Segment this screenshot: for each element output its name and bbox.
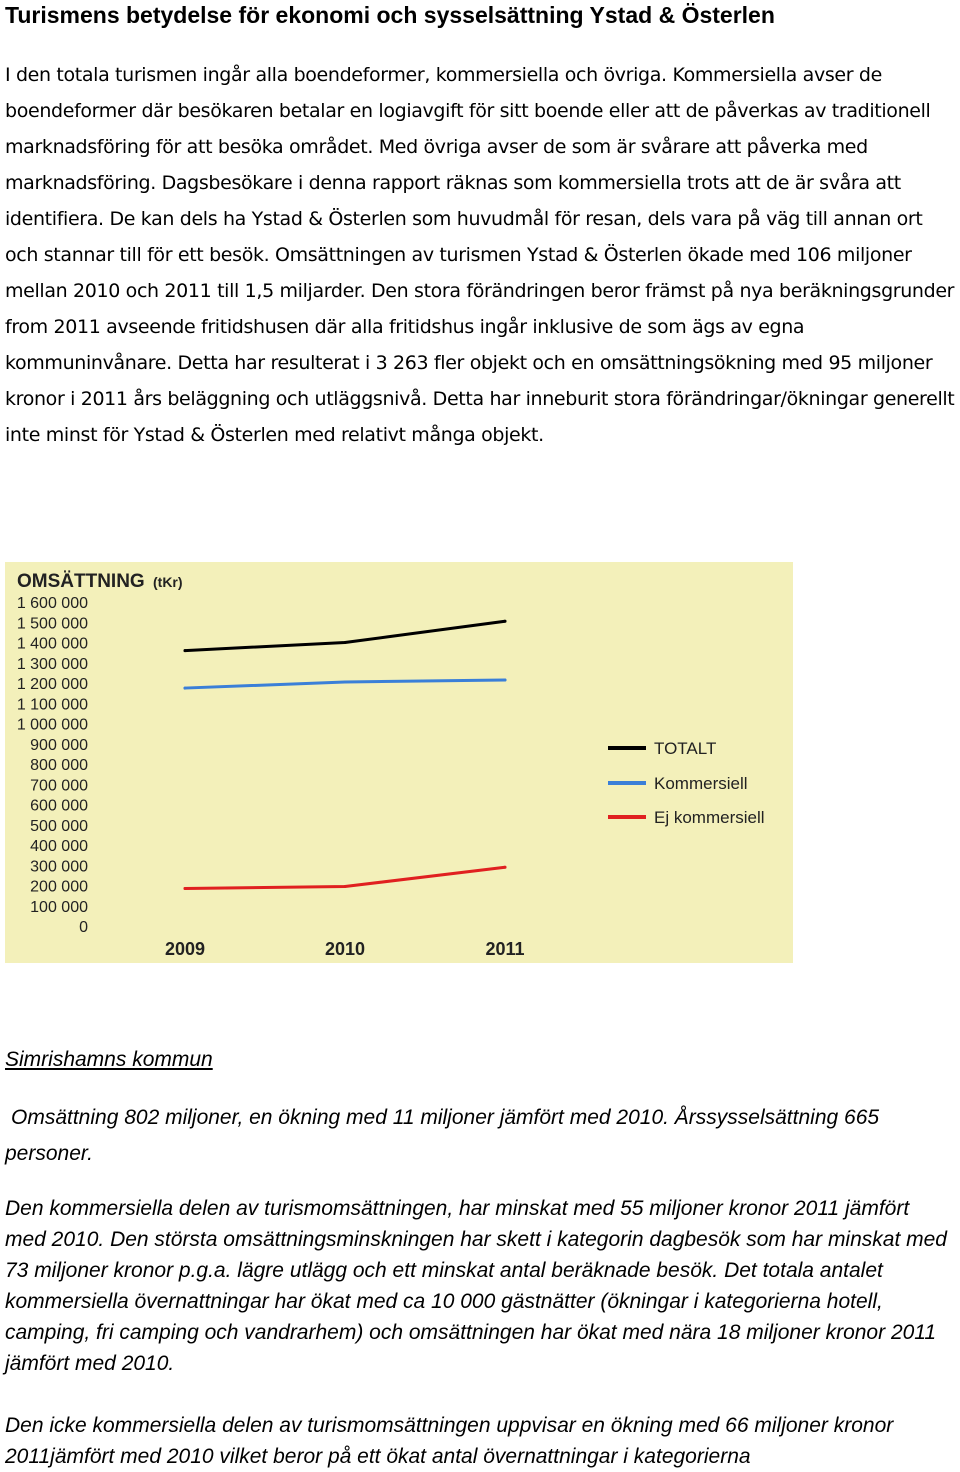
y-tick-label: 900 000 xyxy=(30,736,88,754)
commercial-paragraph: Den kommersiella delen av turismomsättningen, har minskat med 55 miljoner kronor 2011 jämfört med 2010. Den största omsättningsminskningen har skett i kategorin dagbesök som har minskat med 73 miljoner kronor p.g.a. lägre utlägg och ett minskat antal beräknade besök. Det totala antalet kommersiella övernattningar har ökat med ca 10 000 gästnätter (ökningar i kategorierna hotell, camping, fri camping och vandrarhem) och omsättningen har ökat med nära 18 miljoner kronor 2011 jämfört med 2010. xyxy=(5,1197,947,1375)
y-tick-label: 100 000 xyxy=(30,898,88,916)
y-tick-label: 0 xyxy=(79,919,88,936)
data-point xyxy=(184,687,187,690)
y-tick-label: 200 000 xyxy=(30,878,88,896)
y-tick-label: 500 000 xyxy=(30,817,88,835)
x-tick-label: 2011 xyxy=(485,939,525,959)
y-tick-label: 300 000 xyxy=(30,858,88,876)
y-tick-label: 800 000 xyxy=(30,757,88,774)
intro-paragraph: I den totala turismen ingår alla boendeformer, kommersiella och övriga. Kommersiella avser de boendeformer där besökaren betalar en logiavgift för sitt boende eller att de påverkas av traditionell marknadsföring för att besöka området. Med övriga avser de som är svårare att påverka med marknadsföring. Dagsbesökare i denna rapport räknas som kommersiella trots att de är svåra att identifiera. De kan dels ha Ystad & Österlen som huvudmål för resan, dels vara på väg till annan ort och stannar till för ett besök. Omsättningen av turismen Ystad & Österlen ökade med 106 miljoner mellan 2010 och 2011 till 1,5 miljarder. Den stora förändringen beror främst på nya beräkningsgrunder from 2011 avseende fritidshusen där alla fritidshus ingår inklusive de som ägs av egna kommuninvånare. Detta har resulterat i 3 263 fler objekt och en omsättningsökning med 95 miljoner kronor i 2011 års beläggning och utläggsnivå. Detta har inneburit stora förändringar/ökningar generellt inte minst för Ystad & Österlen med relativt många objekt. xyxy=(5,64,955,446)
section-heading-simrishamn: Simrishamns kommun xyxy=(5,1048,213,1071)
chart-title xyxy=(17,571,183,592)
y-tick-label: 1 100 000 xyxy=(16,696,88,714)
data-point xyxy=(344,885,347,888)
data-point xyxy=(344,641,347,644)
legend-label: Kommersiell xyxy=(654,774,748,793)
y-tick-label: 1 200 000 xyxy=(16,676,88,693)
y-tick-label: 1 400 000 xyxy=(16,635,88,653)
legend-label: Ej kommersiell xyxy=(654,808,765,827)
data-point xyxy=(504,678,507,681)
chart-title-unit: (tKr) xyxy=(153,574,183,590)
data-point xyxy=(344,680,347,683)
legend-label: TOTALT xyxy=(654,739,717,758)
y-tick-label: 1 600 000 xyxy=(16,595,88,612)
non-commercial-paragraph: Den icke kommersiella delen av turismomsättningen uppvisar en ökning med 66 miljoner kronor 2011jämfört med 2010 vilket beror på ett ökat antal övernattningar i kategorierna xyxy=(5,1414,894,1468)
summary-paragraph: Omsättning 802 miljoner, en ökning med 11 miljoner jämfört med 2010. Årssysselsättning 665 personer. xyxy=(5,1106,880,1165)
data-point xyxy=(504,866,507,869)
y-tick-label: 700 000 xyxy=(30,777,88,795)
y-tick-label: 1 300 000 xyxy=(16,655,88,673)
x-tick-label: 2010 xyxy=(324,939,366,959)
data-point xyxy=(184,887,187,890)
y-tick-label: 600 000 xyxy=(30,797,88,815)
data-point xyxy=(504,620,507,623)
x-tick-label: 2009 xyxy=(164,939,206,959)
chart-background xyxy=(5,562,793,963)
y-tick-label: 1 000 000 xyxy=(16,716,88,734)
y-tick-label: 400 000 xyxy=(30,838,88,855)
data-point xyxy=(184,649,187,652)
turnover-chart xyxy=(5,562,793,963)
chart-title-text: OMSÄTTNING xyxy=(17,571,145,592)
y-tick-label: 1 500 000 xyxy=(16,615,88,633)
document-title: Turismens betydelse för ekonomi och sysselsättning Ystad & Österlen xyxy=(5,2,775,28)
